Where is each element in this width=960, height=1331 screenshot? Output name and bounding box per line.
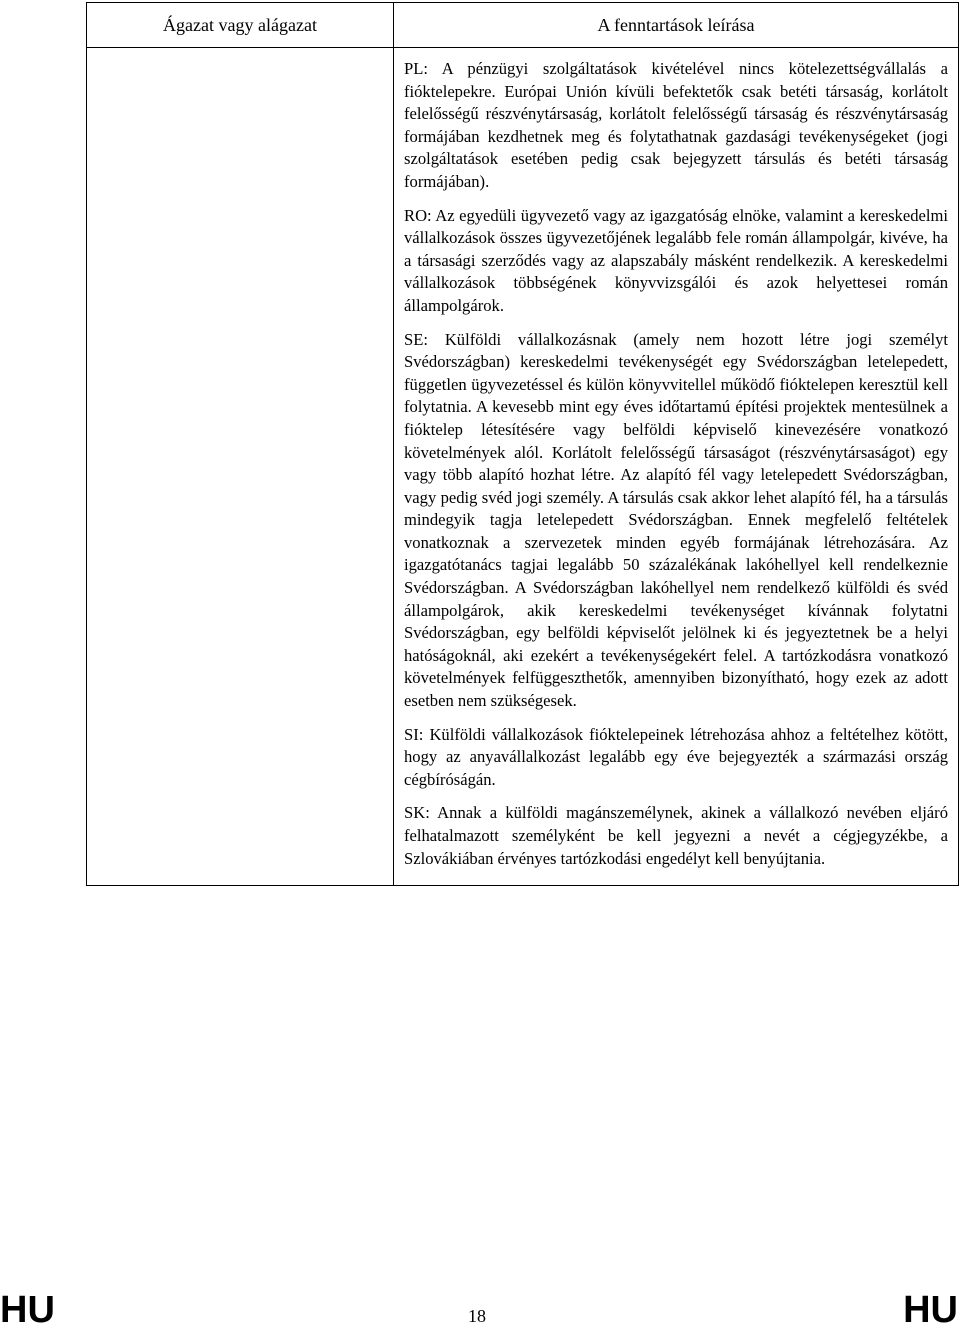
reservation-sk: SK: Annak a külföldi magánszemélynek, akinek a vállalkozó nevében eljáró felhatalmazott személyként be kell jegyezni a nevét a cégjegyzékbe, a Szlovákiában érvényes tartózkodási engedélyt kell benyújtania. bbox=[404, 803, 948, 868]
table-header-row bbox=[87, 3, 959, 48]
reservation-pl: PL: A pénzügyi szolgáltatások kivételével nincs kötelezettségvállalás a fióktelepekre. Európai Unión kívüli befektetők csak betéti társaság, korlátolt felelősségű részvénytársaság, korlátolt felelősségű társaság és részvénytársaság formájában kezdhetnek meg és folytathatnak gazdasági tevékenységeket (jogi szolgáltatások esetében pedig csak bejegyzett társulás és betéti társaság formájában). bbox=[404, 59, 948, 191]
reservation-ro: RO: Az egyedüli ügyvezető vagy az igazgatóság elnöke, valamint a kereskedelmi vállalkozások összes ügyvezetőjének legalább fele román állampolgár, kivéve, ha a társasági szerződés vagy az alapszabály másként rendelkezik. A kereskedelmi vállalkozások többségének könyvvizsgálói és azok helyettesei román állampolgárok. bbox=[404, 205, 948, 315]
reservations-table bbox=[86, 2, 959, 886]
header-sector: Ágazat vagy alágazat bbox=[87, 3, 394, 48]
page-number: 18 bbox=[468, 1306, 486, 1326]
language-mark-right: HU bbox=[903, 1289, 958, 1331]
reservation-se: SE: Külföldi vállalkozásnak (amely nem hozott létre jogi személyt Svédországban) kereskedelmi tevékenységét egy Svédországban letelepedett, független ügyvezetéssel és külön könyvvitellel működő fióktelepen keresztül kell folytatnia. A kevesebb mint egy éves időtartamú építési projektek mentesülnek a fióktelep létesítésére vagy belföldi képviselő kinevezésére vonatkozó követelmények alól. Korlátolt felelősségű társaságot (részvénytársaságot) egy vagy több alapító hozhat létre. Az alapító fél vagy letelepedett Svédországban, vagy pedig svéd jogi személy. A társulás csak akkor lehet alapító fél, ha a társulás mindegyik tagja letelepedett Svédországban. Ennek megfelelő feltételek vonatkoznak a szervezetek minden egyéb formájának létrehozására. Az igazgatótanács tagjai legalább 50 százalékának lakóhellyel kell rendelkeznie Svédországban. A Svédországban lakóhellyel nem rendelkező külföldi és svéd állampolgárok, akik kereskedelmi tevékenységet kívánnak folytatni Svédországban, egy belföldi képviselőt jelölnek ki és jegyeztetnek be a helyi hatóságoknál, aki ezekért a tevékenységekért felel. A tartózkodásra vonatkozó követelmények felfüggeszthetők, amennyiben bizonyítható, hogy ezek az adott esetben nem szükségesek. bbox=[404, 329, 948, 711]
header-description: A fenntartások leírása bbox=[394, 3, 959, 48]
reservation-si: SI: Külföldi vállalkozások fióktelepeinek létrehozása ahhoz a feltételhez kötött, hogy az anyavállalkozást legalább egy éve bejegyezték a származási ország cégbíróságán. bbox=[404, 724, 948, 789]
language-mark-left: HU bbox=[0, 1289, 55, 1331]
description-cell bbox=[394, 48, 959, 886]
sector-cell bbox=[87, 48, 394, 886]
table-row bbox=[87, 48, 959, 886]
